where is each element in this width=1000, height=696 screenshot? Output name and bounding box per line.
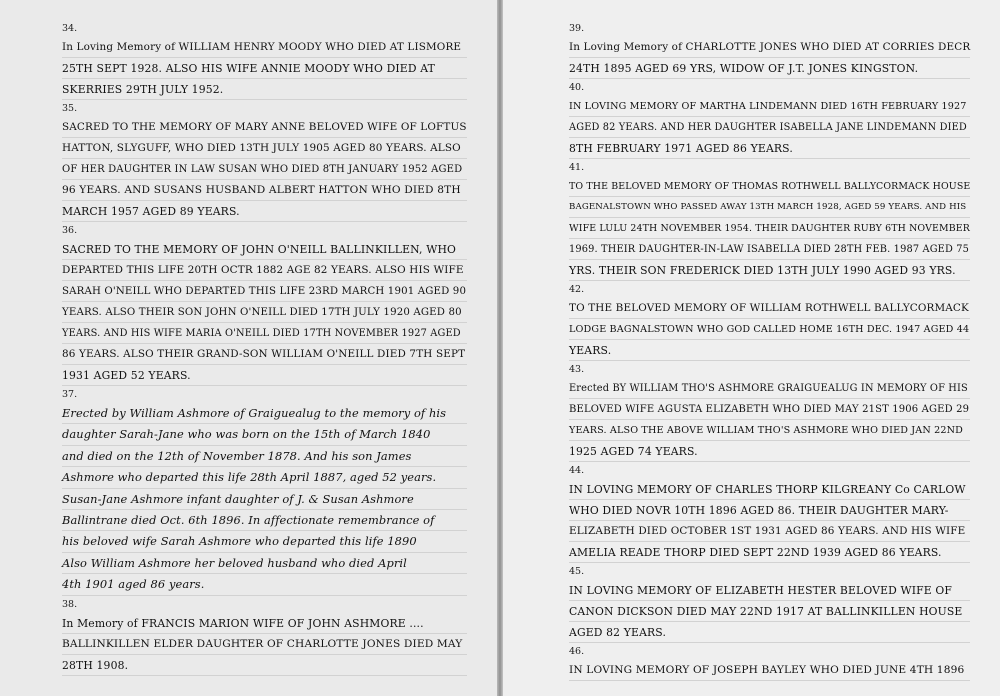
inscription-line: 1925 AGED 74 YEARS. bbox=[569, 441, 970, 462]
inscription-line: YEARS. ALSO THEIR SON JOHN O'NEILL DIED 17TH JULY 1920 AGED 80 bbox=[62, 302, 467, 323]
inscription-line: Erected by William Ashmore of Graiguealug to the memory of his bbox=[62, 403, 467, 424]
entry-number: 43. bbox=[569, 364, 585, 375]
inscription-line: BELOVED WIFE AGUSTA ELIZABETH WHO DIED MAY 21ST 1906 AGED 29 bbox=[569, 399, 970, 420]
memorial-entry bbox=[62, 100, 467, 222]
inscription-line: MARCH 1957 AGED 89 YEARS. bbox=[62, 201, 467, 222]
inscription-line: and died on the 12th of November 1878. And his son James bbox=[62, 446, 467, 467]
entry-number: 41. bbox=[569, 162, 585, 173]
memorial-entry bbox=[569, 563, 970, 643]
inscription-line: SARAH O'NEILL WHO DEPARTED THIS LIFE 23RD MARCH 1901 AGED 90 bbox=[62, 281, 467, 302]
memorial-entry bbox=[569, 643, 970, 681]
inscription-line: IN LOVING MEMORY OF CHARLES THORP KILGREANY Co CARLOW bbox=[569, 479, 970, 500]
memorial-entry bbox=[569, 20, 970, 79]
inscription-line: Ballintrane died Oct. 6th 1896. In affectionate remembrance of bbox=[62, 510, 467, 531]
inscription-line: 28TH 1908. bbox=[62, 655, 467, 676]
entry-inscription bbox=[569, 479, 970, 563]
inscription-line: 86 YEARS. ALSO THEIR GRAND-SON WILLIAM O'NEILL DIED 7TH SEPT bbox=[62, 344, 467, 365]
inscription-line: 8TH FEBRUARY 1971 AGED 86 YEARS. bbox=[569, 138, 970, 159]
inscription-line: YEARS. ALSO THE ABOVE WILLIAM THO'S ASHMORE WHO DIED JAN 22ND bbox=[569, 420, 970, 441]
memorial-entry bbox=[569, 79, 970, 159]
entry-inscription bbox=[62, 117, 467, 222]
memorial-entry bbox=[62, 222, 467, 386]
entry-inscription bbox=[569, 176, 970, 281]
inscription-line: 4th 1901 aged 86 years. bbox=[62, 574, 467, 595]
entry-number: 45. bbox=[569, 566, 585, 577]
entry-inscription bbox=[62, 239, 467, 386]
entry-inscription bbox=[62, 37, 467, 100]
inscription-line: Erected BY WILLIAM THO'S ASHMORE GRAIGUEALUG IN MEMORY OF HIS bbox=[569, 378, 970, 399]
inscription-line: OF HER DAUGHTER IN LAW SUSAN WHO DIED 8TH JANUARY 1952 AGED bbox=[62, 159, 467, 180]
inscription-line: Ashmore who departed this life 28th April 1887, aged 52 years. bbox=[62, 467, 467, 488]
inscription-line: daughter Sarah-Jane who was born on the 15th of March 1840 bbox=[62, 424, 467, 445]
entry-number: 44. bbox=[569, 465, 585, 476]
inscription-line: 25TH SEPT 1928. ALSO HIS WIFE ANNIE MOODY WHO DIED AT bbox=[62, 58, 467, 79]
entry-number: 34. bbox=[62, 23, 78, 34]
inscription-line: IN LOVING MEMORY OF ELIZABETH HESTER BELOVED WIFE OF bbox=[569, 580, 970, 601]
entry-number: 46. bbox=[569, 646, 585, 657]
entry-number: 39. bbox=[569, 23, 585, 34]
inscription-line: TO THE BELOVED MEMORY OF WILLIAM ROTHWELL BALLYCORMACK bbox=[569, 298, 970, 319]
inscription-line: YEARS. AND HIS WIFE MARIA O'NEILL DIED 17TH NOVEMBER 1927 AGED bbox=[62, 323, 467, 344]
entry-inscription bbox=[569, 378, 970, 462]
memorial-entry bbox=[62, 386, 467, 596]
inscription-line: In Memory of FRANCIS MARION WIFE OF JOHN ASHMORE .... bbox=[62, 613, 467, 634]
inscription-line: HATTON, SLYGUFF, WHO DIED 13TH JULY 1905 AGED 80 YEARS. ALSO bbox=[62, 138, 467, 159]
right-page bbox=[503, 0, 1000, 696]
inscription-line: SKERRIES 29TH JULY 1952. bbox=[62, 79, 467, 100]
entry-number: 40. bbox=[569, 82, 585, 93]
memorial-entry bbox=[569, 281, 970, 361]
inscription-line: IN LOVING MEMORY OF JOSEPH BAYLEY WHO DIED JUNE 4TH 1896 bbox=[569, 660, 970, 681]
entry-number: 38. bbox=[62, 598, 78, 610]
inscription-line: 1969. THEIR DAUGHTER-IN-LAW ISABELLA DIED 28TH FEB. 1987 AGED 75 bbox=[569, 239, 970, 260]
inscription-line: In Loving Memory of CHARLOTTE JONES WHO DIED AT CORRIES DECR bbox=[569, 37, 970, 58]
entry-inscription bbox=[569, 660, 970, 681]
inscription-line: YRS. THEIR SON FREDERICK DIED 13TH JULY 1990 AGED 93 YRS. bbox=[569, 260, 970, 281]
inscription-line: TO THE BELOVED MEMORY OF THOMAS ROTHWELL BALLYCORMACK HOUSE bbox=[569, 176, 970, 197]
inscription-line: 96 YEARS. AND SUSANS HUSBAND ALBERT HATTON WHO DIED 8TH bbox=[62, 180, 467, 201]
entry-inscription bbox=[569, 96, 970, 159]
entry-inscription bbox=[62, 613, 467, 676]
inscription-line: AGED 82 YEARS. AND HER DAUGHTER ISABELLA JANE LINDEMANN DIED bbox=[569, 117, 970, 138]
memorial-entry bbox=[62, 596, 467, 676]
entry-number: 42. bbox=[569, 284, 585, 295]
inscription-line: SACRED TO THE MEMORY OF MARY ANNE BELOVED WIFE OF LOFTUS bbox=[62, 117, 467, 138]
inscription-line: LODGE BAGNALSTOWN WHO GOD CALLED HOME 16TH DEC. 1947 AGED 44 bbox=[569, 319, 970, 340]
inscription-line: his beloved wife Sarah Ashmore who departed this life 1890 bbox=[62, 531, 467, 552]
inscription-line: IN LOVING MEMORY OF MARTHA LINDEMANN DIED 16TH FEBRUARY 1927 bbox=[569, 96, 970, 117]
inscription-line: AGED 82 YEARS. bbox=[569, 622, 970, 643]
memorial-entry bbox=[569, 159, 970, 281]
memorial-entry bbox=[569, 462, 970, 563]
inscription-line: BAGENALSTOWN WHO PASSED AWAY 13TH MARCH 1928, AGED 59 YEARS. AND HIS bbox=[569, 197, 970, 218]
inscription-line: DEPARTED THIS LIFE 20TH OCTR 1882 AGE 82 YEARS. ALSO HIS WIFE bbox=[62, 260, 467, 281]
entry-number: 36. bbox=[62, 225, 78, 236]
inscription-line: BALLINKILLEN ELDER DAUGHTER OF CHARLOTTE JONES DIED MAY bbox=[62, 634, 467, 655]
inscription-line: CANON DICKSON DIED MAY 22ND 1917 AT BALLINKILLEN HOUSE bbox=[569, 601, 970, 622]
entry-number: 37. bbox=[62, 389, 78, 400]
memorial-entry bbox=[62, 20, 467, 100]
inscription-line: In Loving Memory of WILLIAM HENRY MOODY WHO DIED AT LISMORE bbox=[62, 37, 467, 58]
inscription-line: SACRED TO THE MEMORY OF JOHN O'NEILL BALLINKILLEN, WHO bbox=[62, 239, 467, 260]
inscription-line: AMELIA READE THORP DIED SEPT 22ND 1939 AGED 86 YEARS. bbox=[569, 542, 970, 563]
memorial-entry bbox=[569, 361, 970, 462]
entry-number: 35. bbox=[62, 103, 78, 114]
inscription-line: ELIZABETH DIED OCTOBER 1ST 1931 AGED 86 YEARS. AND HIS WIFE bbox=[569, 521, 970, 542]
inscription-line: 24TH 1895 AGED 69 YRS, WIDOW OF J.T. JONES KINGSTON. bbox=[569, 58, 970, 79]
inscription-line: YEARS. bbox=[569, 340, 970, 361]
entry-inscription bbox=[569, 298, 970, 361]
entry-inscription bbox=[569, 580, 970, 643]
left-page bbox=[0, 0, 497, 696]
inscription-line: WIFE LULU 24TH NOVEMBER 1954. THEIR DAUGHTER RUBY 6TH NOVEMBER bbox=[569, 218, 970, 239]
inscription-line: 1931 AGED 52 YEARS. bbox=[62, 365, 467, 386]
inscription-line: Susan-Jane Ashmore infant daughter of J. & Susan Ashmore bbox=[62, 489, 467, 510]
inscription-line: WHO DIED NOVR 10TH 1896 AGED 86. THEIR DAUGHTER MARY- bbox=[569, 500, 970, 521]
inscription-line: Also William Ashmore her beloved husband who died April bbox=[62, 553, 467, 574]
entry-inscription bbox=[569, 37, 970, 79]
entry-inscription bbox=[62, 403, 467, 596]
